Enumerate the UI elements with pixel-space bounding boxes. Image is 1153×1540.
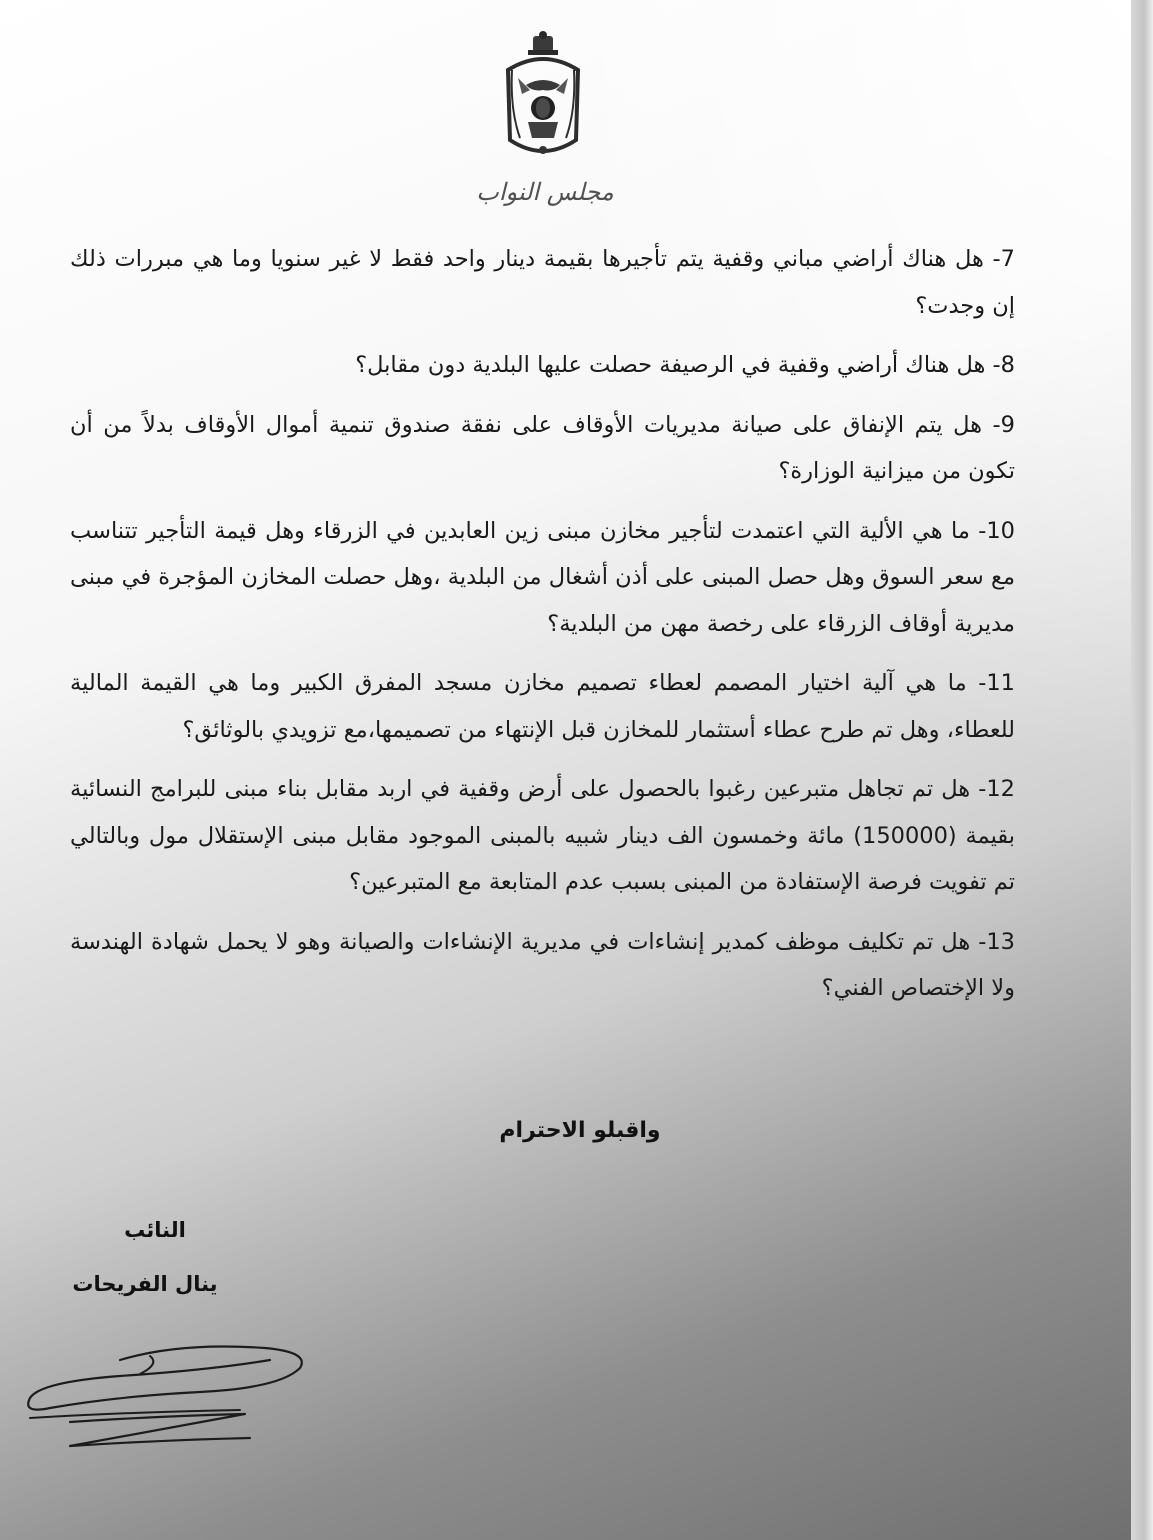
royal-crown-coat-of-arms-icon bbox=[498, 30, 588, 165]
closing-salutation: واقبلو الاحترام bbox=[499, 1118, 661, 1143]
question-7: 7- هل هناك أراضي مباني وقفية يتم تأجيرها بقيمة دينار واحد فقط لا غير سنويا وما هي مبررات ذلك إن وجدت؟ bbox=[70, 246, 1015, 319]
handwritten-signature-icon bbox=[10, 1330, 330, 1460]
question-10: 10- ما هي الألية التي اعتمدت لتأجير مخازن مبنى زين العابدين في الزرقاء وهل قيمة التأجير تتناسب مع سعر السوق وهل حصل المبنى على أذن أشغال من البلدية ،وهل حصلت المخازن المؤجرة في مبنى مديرية أوقاف الزرقاء على رخصة مهن من البلدية؟ bbox=[70, 517, 1015, 637]
question-8: 8- هل هناك أراضي وقفية في الرصيفة حصلت عليها البلدية دون مقابل؟ bbox=[355, 352, 1015, 378]
council-name: مجلس النواب bbox=[476, 178, 614, 206]
questions-list bbox=[70, 236, 1015, 1025]
signatory-name: ينال الفريحات bbox=[72, 1272, 218, 1296]
scan-edge bbox=[1131, 0, 1153, 1540]
question-12: 12- هل تم تجاهل متبرعين رغبوا بالحصول على أرض وقفية في اربد مقابل بناء مبنى للبرامج النسائية بقيمة (150000) مائة وخمسون الف دينار شبيه بالمبنى الموجود مقابل مبنى الإستقلال مول وبالتالي تم تفويت فرصة الإستفادة من المبنى بسبب عدم المتابعة مع المتبرعين؟ bbox=[70, 776, 1015, 895]
question-11: 11- ما هي آلية اختيار المصمم لعطاء تصميم مخازن مسجد المفرق الكبير وما هي القيمة المالية للعطاء، وهل تم طرح عطاء أستثمار للمخازن قبل الإنتهاء من تصميمها،مع تزويدي بالوثائق؟ bbox=[70, 670, 1015, 743]
signatory-title: النائب bbox=[124, 1218, 186, 1242]
question-13: 13- هل تم تكليف موظف كمدير إنشاءات في مديرية الإنشاءات والصيانة وهو لا يحمل شهادة الهندسة ولا الإختصاص الفني؟ bbox=[70, 928, 1015, 1001]
question-9: 9- هل يتم الإنفاق على صيانة مديريات الأوقاف على نفقة صندوق تنمية أموال الأوقاف بدلاً من أن تكون من ميزانية الوزارة؟ bbox=[70, 411, 1015, 484]
